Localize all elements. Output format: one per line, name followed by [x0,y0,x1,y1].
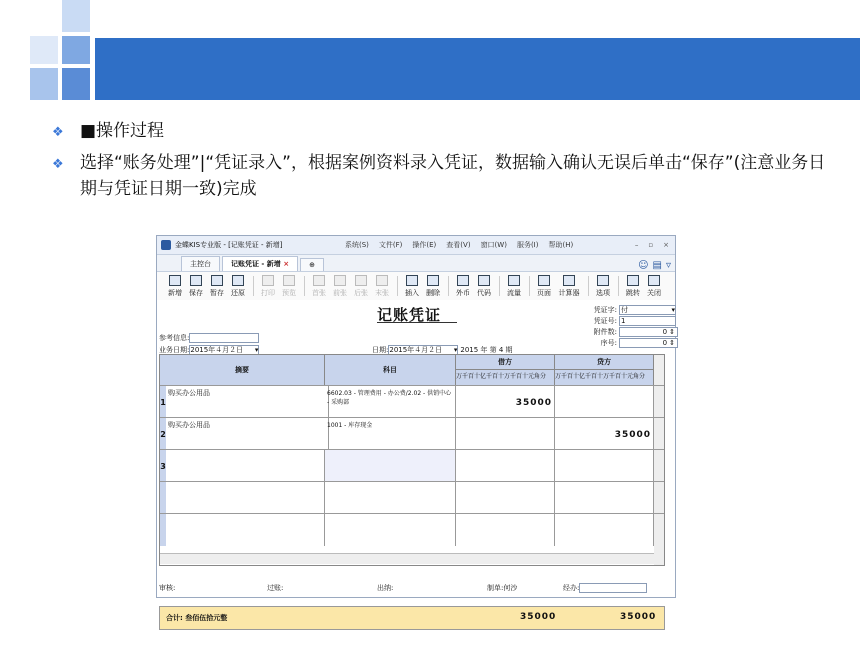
attach-label: 附件数: [593,328,617,336]
account-cell[interactable] [325,482,456,514]
account-cell[interactable] [325,450,456,482]
header-band [95,38,860,100]
bullet-diamond-icon: ❖ [52,157,64,172]
col-account-header: 科目 [325,355,456,385]
minimize-icon[interactable]: – [634,241,639,249]
col-summary-header: 摘要 [160,355,325,385]
jump-icon [627,275,639,286]
voucher-title: 记账凭证 [377,306,442,324]
exit-icon [648,275,660,286]
number-value: 1 [621,317,626,325]
save-icon [190,275,202,286]
handler-label: 经办: [563,584,580,592]
menu-view[interactable]: 查看(V) [446,241,471,249]
smiley-icon[interactable]: ☺ [638,260,649,271]
deco-square [62,36,90,64]
table-row [160,513,664,546]
table-row [160,417,664,450]
delete-icon [427,275,439,286]
new-icon [169,275,181,286]
calculator-icon [563,275,575,286]
debit-amount: 35000 [515,398,552,408]
insert-button[interactable] [402,275,422,298]
next-icon [355,275,367,286]
summary-cell[interactable]: 购买办公用品 [166,418,329,450]
ref-label: 参考信息: [159,334,190,342]
row-number: 1 [160,386,166,418]
menu-window[interactable]: 窗口(W) [480,241,507,249]
close-button[interactable] [644,275,664,298]
summary-cell[interactable] [166,482,325,514]
window-controls [635,241,675,249]
menu-file[interactable]: 文件(F) [378,241,403,249]
new-button[interactable] [165,275,185,298]
voucher-toolbar [157,272,675,301]
handler-input[interactable] [579,583,647,593]
seq-label: 序号: [600,339,617,347]
credit-cell[interactable] [555,418,654,450]
seq-field [587,338,678,348]
options-icon [597,275,609,286]
restore-icon [232,275,244,286]
voucher-form [157,300,675,622]
menu-system[interactable]: 系统(S) [345,241,369,249]
menu-help[interactable]: 帮助(H) [548,241,574,249]
print-icon [262,275,274,286]
calculator-button[interactable] [555,275,583,298]
new-tab-icon[interactable]: ⊕ [300,258,324,271]
spin-icon: ⇕ [669,328,675,336]
code-label: 代码 [477,288,491,297]
preview-label: 预览 [282,288,296,297]
row-number: 2 [160,418,166,450]
total-credit: 35000 [620,612,657,622]
currency-button[interactable] [453,275,473,298]
close-icon[interactable]: × [663,241,669,249]
debit-cell[interactable] [456,514,555,546]
bizdate-label: 业务日期: [159,346,190,354]
dropdown-icon[interactable]: ▿ [665,260,671,271]
account-cell[interactable]: 1001 - 库存现金 [325,418,456,450]
page-label: 页面 [537,288,551,297]
preview-icon [283,275,295,286]
debit-cell[interactable] [456,450,555,482]
deco-square [62,0,90,32]
horizontal-scrollbar[interactable] [160,553,654,564]
summary-cell[interactable]: 购买办公用品 [166,386,329,418]
delete-button[interactable] [423,275,443,298]
cashflow-label: 流量 [507,288,521,297]
jump-button[interactable] [623,275,643,298]
first-icon [313,275,325,286]
deco-square [30,36,58,64]
print-label: 打印 [261,288,275,297]
bullet-diamond-icon: ❖ [52,125,64,140]
table-row [160,385,664,418]
total-label: 合计: 叁佰伍拾元整 [166,614,228,622]
chevron-down-icon: ▾ [453,346,458,354]
date-label: 日期: [372,346,389,354]
bullet-item [52,150,832,202]
code-icon [478,275,490,286]
prev-icon [334,275,346,286]
attach-field [587,327,678,337]
title-bar [157,236,675,255]
code-button[interactable] [474,275,494,298]
toolbar-divider [499,276,500,296]
slide-bullets [52,118,832,206]
insert-icon [406,275,418,286]
credit-cell[interactable] [555,482,654,514]
seq-value: 0 [662,339,668,347]
date-value: 2015年４月２日 [389,346,443,354]
debit-cell[interactable] [456,482,555,514]
credit-cell[interactable] [555,450,654,482]
bullet-item [52,118,832,146]
options-button[interactable] [593,275,613,298]
attach-value: 0 [662,328,668,336]
toolbar-divider [397,276,398,296]
table-row [160,481,664,514]
number-input[interactable] [619,316,676,326]
audit-label: 审核: [159,584,176,592]
toolbar-divider [304,276,305,296]
temp-save-button[interactable] [207,275,227,298]
options-label: 选项 [596,288,610,297]
ref-field [159,333,259,343]
col-debit-header [456,355,555,385]
cashflow-icon [508,275,520,286]
tab-strip [157,255,675,272]
number-label: 凭证号: [593,317,617,325]
delete-label: 删除 [426,288,440,297]
bizdate-value: 2015年４月２日 [190,346,244,354]
temp-save-icon [211,275,223,286]
deco-square [62,68,90,100]
credit-cell[interactable] [555,386,654,418]
ref-input[interactable] [189,333,259,343]
last-label: 末张 [375,288,389,297]
number-field [587,316,676,326]
window-title: 金蝶KIS专业版 - [记账凭证 - 新增] [175,241,283,249]
cashflow-button[interactable] [504,275,524,298]
debit-digits: 万千百十亿千百十万千百十元角分 [456,373,547,380]
next-button[interactable] [351,275,371,298]
restore-label: 还原 [231,288,245,297]
period-text: 2015 年 第 4 期 [460,346,513,354]
page-button[interactable] [534,275,554,298]
toolbar-divider [618,276,619,296]
handler-field [563,583,647,593]
cashier-label: 出纳: [377,584,394,592]
attach-stepper[interactable] [619,327,678,337]
menu-bar [345,240,573,250]
message-icon[interactable]: ▤ [652,260,662,271]
insert-label: 插入 [405,288,419,297]
chevron-down-icon: ▾ [254,346,259,354]
summary-cell[interactable] [166,450,325,482]
save-label: 保存 [189,288,203,297]
voucher-grid [159,354,665,566]
maximize-icon[interactable]: ▫ [648,241,654,249]
debit-header-label: 借方 [456,355,554,370]
first-button[interactable] [309,275,329,298]
title-underline [377,322,457,323]
credit-digits: 万千百十亿千百十万千百十元角分 [555,373,646,380]
tab-console[interactable]: 主控台 [181,256,220,271]
first-label: 首张 [312,288,326,297]
total-row [159,606,665,630]
close-label: 关闭 [647,288,661,297]
tab-voucher-label: 记账凭证 - 新增 [231,260,281,268]
preview-button[interactable] [279,275,299,298]
tab-voucher-new[interactable] [222,256,298,271]
word-field [587,305,676,315]
toolbar-divider [588,276,589,296]
deco-square [30,68,58,100]
row-number: 3 [160,450,166,482]
save-button[interactable] [186,275,206,298]
prev-label: 前张 [333,288,347,297]
toolbar-divider [529,276,530,296]
new-label: 新增 [168,288,182,297]
tab-close-icon[interactable]: × [283,260,290,268]
word-label: 凭证字: [593,306,617,314]
jump-label: 跳转 [626,288,640,297]
temp-save-label: 暂存 [210,288,224,297]
chevron-down-icon: ▾ [671,306,675,314]
last-icon [376,275,388,286]
credit-header-label: 贷方 [555,355,653,370]
debit-cell[interactable] [456,418,555,450]
account-cell[interactable] [325,514,456,546]
bullet-text: ■操作过程 [80,121,165,141]
credit-cell[interactable] [555,514,654,546]
spin-icon: ⇕ [669,339,675,347]
page-icon [538,275,550,286]
account-cell[interactable]: 6602.03 - 管理费用 - 办公费/2.02 - 供销中心 - 采购部 [325,386,456,418]
next-label: 后张 [354,288,368,297]
total-debit: 35000 [520,612,557,622]
maker-label: 制单:何沙 [487,584,518,592]
debit-cell[interactable] [456,386,555,418]
app-logo-icon [161,240,171,250]
prev-button[interactable] [330,275,350,298]
word-select[interactable] [619,305,676,315]
currency-icon [457,275,469,286]
toolbar-divider [253,276,254,296]
table-row [160,449,664,482]
bullet-text: 选择“账务处理”|“凭证录入”，根据案例资料录入凭证，数据输入确认无误后单击“保存”(注意业务日期与凭证日期一致)完成 [80,153,826,199]
kis-app-window [156,235,676,622]
tab-right-icons [638,260,675,271]
summary-cell[interactable] [166,514,325,546]
menu-operate[interactable]: 操作(E) [412,241,437,249]
slide-header-decoration [0,0,860,100]
toolbar-divider [448,276,449,296]
credit-amount: 35000 [614,430,651,440]
post-label: 过账: [267,584,284,592]
calculator-label: 计算器 [558,288,580,297]
print-button[interactable] [258,275,278,298]
seq-stepper[interactable] [619,338,678,348]
restore-button[interactable] [228,275,248,298]
menu-service[interactable]: 服务(I) [516,241,539,249]
last-button[interactable] [372,275,392,298]
word-value: 付 [621,306,628,314]
currency-label: 外币 [456,288,470,297]
col-credit-header [555,355,654,385]
voucher-footer [157,580,675,596]
